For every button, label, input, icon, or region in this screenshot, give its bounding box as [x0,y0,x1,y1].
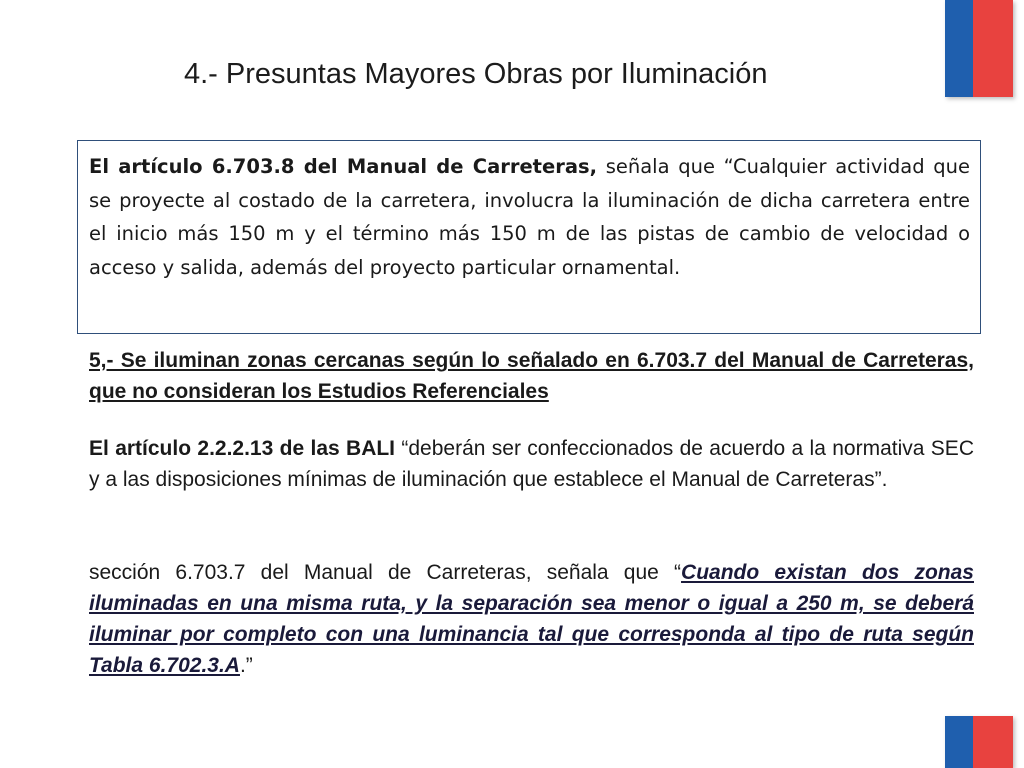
seccion-quote: Cuando existan dos zonas iluminadas en una misma ruta, y la separación sea menor o igual a 250 m, se deberá iluminar por completo con una luminancia tal que corresponda al tipo de ruta según Tabla 6.702.3.A [89,561,974,677]
flag-decoration-bottom [945,716,1013,768]
article-6703-8-text: señala que “Cualquier actividad que se proyecte al costado de la carretera, involucra la iluminación de dicha carretera entre el inicio más 150 m y el término más 150 m de las pistas de cambio de velocidad o acceso y salida, además del proyecto particular ornamental. [89,155,971,279]
bali-article [89,433,974,495]
flag-blue-stripe [945,716,973,768]
seccion-paragraph [89,557,974,681]
article-6703-8-box [77,140,981,334]
section-5 [89,345,974,407]
article-6703-8-paragraph [89,150,970,284]
seccion-tail: .” [239,654,253,677]
flag-red-stripe [973,716,1013,768]
flag-decoration-top [945,0,1013,97]
slide-title: 4.- Presuntas Mayores Obras por Iluminación [184,58,768,90]
flag-red-stripe [973,0,1013,97]
bali-paragraph [89,433,974,495]
flag-blue-stripe [945,0,973,97]
article-6703-8-lead: El artículo 6.703.8 del Manual de Carreteras, [89,155,598,178]
bali-text: “deberán ser confeccionados de acuerdo a la normativa SEC y a las disposiciones mínimas de iluminación que establece el Manual de Carreteras”. [89,437,974,491]
section-5-heading: 5,- Se iluminan zonas cercanas según lo señalado en 6.703.7 del Manual de Carreteras, que no consideran los Estudios Referenciales [89,349,974,403]
seccion-6703-7 [89,557,974,681]
bali-lead: El artículo 2.2.2.13 de las BALI [89,437,396,460]
seccion-lead: sección 6.703.7 del Manual de Carreteras, señala que “ [89,561,682,584]
